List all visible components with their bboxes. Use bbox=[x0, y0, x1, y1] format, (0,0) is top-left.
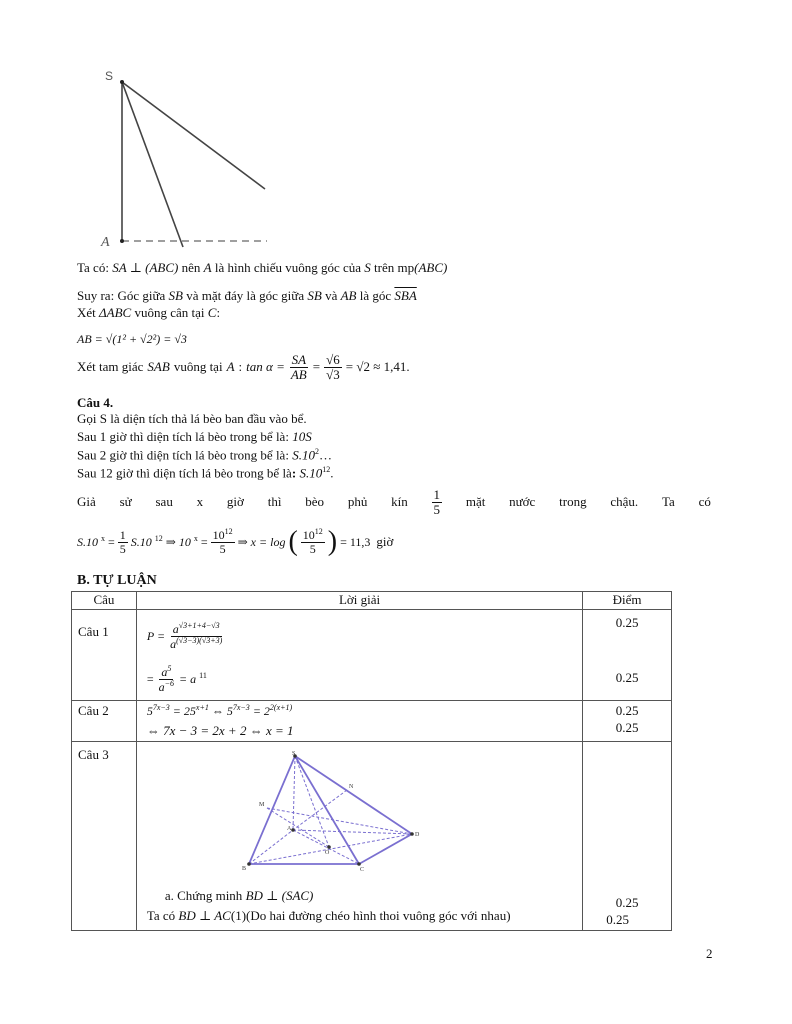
line2-m4: $\overline{SBA}$ bbox=[394, 288, 417, 303]
word: nước bbox=[509, 494, 536, 510]
table-row bbox=[72, 701, 672, 742]
tc-prefix: Ta có bbox=[146, 908, 176, 923]
frac-den: 5 bbox=[219, 542, 226, 556]
frac-num bbox=[211, 528, 235, 543]
points: 0.25 bbox=[615, 895, 639, 910]
cau4-line4-colon: : bbox=[291, 465, 300, 481]
points: 0.25 bbox=[615, 615, 639, 630]
line1-prefix: Ta có: bbox=[77, 260, 109, 275]
line3-a: Xét bbox=[77, 305, 96, 320]
eq-sup: x bbox=[193, 533, 198, 543]
frac-den bbox=[157, 680, 176, 694]
top-figure bbox=[95, 62, 275, 252]
t3: ⇔ 5 bbox=[211, 704, 233, 718]
line1-mid2: là hình chiếu vuông góc của bbox=[214, 260, 362, 275]
label-a: A bbox=[101, 235, 110, 250]
line2-c: và bbox=[325, 288, 338, 303]
row-points bbox=[583, 610, 672, 701]
den-base: a bbox=[170, 636, 177, 651]
label-s: S bbox=[105, 69, 114, 83]
line5-tan: tan α = bbox=[246, 359, 285, 375]
part-a bbox=[165, 888, 314, 904]
line2-d: là góc bbox=[359, 288, 392, 303]
text-line-1 bbox=[77, 260, 447, 276]
cau4-line3-text: Sau 2 giờ thì diện tích lá bèo trong bể là: bbox=[77, 447, 293, 463]
line2-m1: SB bbox=[168, 288, 183, 303]
row-solution bbox=[136, 701, 582, 742]
eq-sign: = bbox=[312, 359, 321, 375]
t2: = 25 bbox=[172, 704, 196, 718]
label-b: B bbox=[241, 866, 246, 872]
cau4-line3 bbox=[77, 447, 332, 463]
line2-a: Suy ra: Góc giữa bbox=[77, 288, 166, 303]
num-sup: 12 bbox=[224, 527, 233, 537]
den-sup: −6 bbox=[164, 678, 175, 688]
header-cau: Câu bbox=[72, 592, 137, 610]
line5-end: = √2 ≈ 1,41. bbox=[345, 359, 410, 375]
tc-math: BD ⊥ AC bbox=[178, 908, 231, 923]
cau4-line4-text: Sau 12 giờ thì diện tích lá bèo trong bể là bbox=[77, 465, 292, 481]
part-a-text: a. Chứng minh bbox=[164, 888, 243, 903]
num-sup: 12 bbox=[314, 527, 323, 537]
header-loigiai: Lời giải bbox=[136, 592, 582, 610]
line2-m3: AB bbox=[340, 288, 357, 303]
cau2-line1 bbox=[147, 703, 292, 719]
line1-math2: A bbox=[203, 260, 212, 275]
word: Giả bbox=[77, 494, 96, 510]
word: x bbox=[196, 494, 204, 510]
cau4-line4-dot: . bbox=[330, 465, 334, 481]
line1-math1: SA ⊥ (ABC) bbox=[112, 260, 179, 275]
page-number: 2 bbox=[706, 946, 713, 961]
den-base: a bbox=[158, 679, 165, 694]
frac-num bbox=[171, 622, 222, 637]
result: = a bbox=[179, 671, 197, 686]
line3-c: : bbox=[216, 305, 221, 320]
text-line-3 bbox=[77, 305, 220, 321]
paren-close: ) bbox=[327, 526, 338, 557]
cau4-line3-ellipsis: … bbox=[318, 447, 332, 463]
word: thì bbox=[267, 494, 282, 510]
label-d: D bbox=[414, 832, 420, 838]
word: phủ bbox=[347, 494, 368, 510]
cau4-line2-text: Sau 1 giờ thì diện tích lá bèo trong bể là: bbox=[77, 429, 293, 444]
cau1-line1 bbox=[147, 622, 224, 650]
line2-m2: SB bbox=[307, 288, 322, 303]
num-sup: 5 bbox=[167, 664, 172, 673]
tc-end: (1)(Do hai đường chéo hình thoi vuông góc với nhau) bbox=[230, 908, 511, 923]
eq: = bbox=[146, 671, 154, 686]
s3: 7x−3 bbox=[232, 703, 250, 712]
line1-end: trên mp bbox=[374, 260, 415, 275]
row-solution bbox=[136, 742, 582, 931]
line5-m2: A bbox=[226, 359, 235, 375]
line-sc bbox=[122, 82, 265, 189]
eq-sup: x bbox=[101, 533, 105, 543]
line3-b: vuông cân tại bbox=[134, 305, 205, 320]
word: trong bbox=[559, 494, 587, 510]
eq-result: = 11,3 bbox=[340, 534, 371, 549]
row-cau: Câu 3 bbox=[72, 742, 137, 931]
frac-num: 1 bbox=[433, 487, 441, 502]
cau4-line2-math: 10S bbox=[292, 429, 312, 444]
cau4-line5 bbox=[77, 488, 711, 516]
cau4-line6 bbox=[77, 528, 393, 556]
word: sau bbox=[155, 494, 173, 510]
frac-ab: AB bbox=[290, 366, 307, 382]
label-o: O bbox=[324, 850, 330, 856]
frac-sa: SA bbox=[291, 352, 307, 367]
word: Ta bbox=[661, 494, 675, 510]
eq-arrow1: ⇒ 10 bbox=[165, 534, 191, 549]
table-header bbox=[72, 592, 672, 610]
word: có bbox=[698, 494, 711, 510]
frac-one-fifth bbox=[432, 488, 443, 516]
word: giờ bbox=[226, 494, 244, 510]
frac-sqrt3: √3 bbox=[326, 366, 340, 382]
cau4-line3-sup: 2 bbox=[314, 447, 319, 456]
num-base: a bbox=[172, 622, 179, 636]
den-sup: (√3−3)(√3+3) bbox=[176, 635, 223, 645]
cau4-line2 bbox=[77, 429, 312, 445]
label-c: C bbox=[359, 867, 364, 873]
header-diem: Điểm bbox=[583, 592, 672, 610]
frac-den: 5 bbox=[309, 542, 316, 556]
line5-b: vuông tại bbox=[173, 359, 223, 375]
frac-eq2 bbox=[211, 528, 235, 555]
paren-open: ( bbox=[288, 526, 298, 557]
frac-num: 1 bbox=[119, 527, 126, 542]
s4: 2(x+1) bbox=[269, 703, 293, 712]
row-cau: Câu 2 bbox=[72, 701, 137, 742]
eq-s10: S.10 bbox=[77, 534, 98, 549]
s2: x+1 bbox=[195, 703, 209, 712]
line-sb bbox=[122, 82, 183, 247]
cau4-line4-sup: 12 bbox=[322, 465, 331, 474]
line1-math3: S bbox=[364, 260, 371, 275]
line5-m: SAB bbox=[147, 359, 170, 375]
solution-table bbox=[71, 591, 672, 931]
points: 0.25 bbox=[615, 670, 639, 685]
point-s bbox=[120, 80, 124, 84]
frac-den bbox=[168, 637, 224, 651]
text-line-2 bbox=[77, 288, 417, 304]
word: sử bbox=[119, 494, 132, 510]
cau4-line1: Gọi S là diện tích thả lá bèo ban đầu vào bể. bbox=[77, 411, 307, 426]
cau4-line4 bbox=[77, 465, 333, 481]
line5-c: : bbox=[238, 359, 243, 375]
num-base: a bbox=[161, 665, 168, 679]
ta-co-line bbox=[147, 908, 511, 924]
line1-mid: nên bbox=[181, 260, 201, 275]
cau2-line2: ⇔ 7x − 3 = 2x + 2 ⇔ x = 1 bbox=[146, 723, 294, 738]
line3-m: ΔABC bbox=[99, 305, 132, 320]
eq-arrow2: ⇒ x = log bbox=[237, 534, 286, 549]
num-base: 10 bbox=[302, 528, 315, 543]
row-points bbox=[583, 742, 672, 931]
t1: 5 bbox=[146, 704, 153, 718]
frac-den: 5 bbox=[119, 541, 126, 556]
points: 0.25 bbox=[615, 720, 639, 735]
frac-num bbox=[159, 665, 173, 680]
line3-m2: C bbox=[207, 305, 217, 320]
points: 0.25 bbox=[606, 912, 629, 927]
eq: = bbox=[108, 534, 115, 549]
part-a-math: BD ⊥ (SAC) bbox=[245, 888, 314, 903]
cau4-title: Câu 4. bbox=[77, 395, 114, 410]
row-cau: Câu 1 bbox=[72, 610, 137, 701]
t4: = 2 bbox=[252, 704, 270, 718]
num-sup: √3+1+4−√3 bbox=[178, 621, 220, 630]
p-eq: P = bbox=[146, 628, 166, 643]
word: chậu. bbox=[610, 494, 639, 510]
frac-sa-ab bbox=[289, 353, 309, 381]
frac-sqrt6: √6 bbox=[326, 352, 340, 367]
frac-eq1 bbox=[118, 529, 128, 555]
label-n: N bbox=[348, 784, 354, 790]
point-a bbox=[120, 239, 124, 243]
label-a: A bbox=[286, 826, 292, 832]
result-sup: 11 bbox=[199, 670, 207, 680]
cau4-line3-math: S.10 bbox=[292, 447, 315, 463]
cau1-line2 bbox=[147, 665, 207, 693]
eq: = bbox=[200, 534, 208, 549]
pyramid-figure bbox=[237, 750, 437, 875]
frac-den: 5 bbox=[433, 501, 441, 517]
eq-unit: giờ bbox=[376, 534, 394, 549]
eq-s10-12: S.10 bbox=[130, 534, 152, 549]
frac-num bbox=[301, 528, 325, 543]
cau1-frac2 bbox=[157, 665, 176, 693]
line2-b: và mặt đáy là góc giữa bbox=[186, 288, 305, 303]
frac-eq3 bbox=[301, 528, 325, 555]
word: mặt bbox=[465, 494, 486, 510]
frac-sqrt bbox=[324, 353, 342, 381]
section-b-title: B. TỰ LUẬN bbox=[77, 573, 157, 588]
cau4-line4-math: S.10 bbox=[299, 465, 323, 481]
word: bèo bbox=[305, 494, 325, 510]
cau1-frac bbox=[168, 622, 224, 650]
text-line-4: AB = √(1² + √2²) = √3 bbox=[77, 332, 187, 346]
label-m: M bbox=[258, 802, 265, 808]
table-row bbox=[72, 742, 672, 931]
line5-a: Xét tam giác bbox=[77, 359, 144, 375]
s1: 7x−3 bbox=[152, 703, 170, 712]
row-solution bbox=[136, 610, 582, 701]
eq-sup: 12 bbox=[154, 533, 163, 543]
line1-math4: (ABC) bbox=[414, 260, 448, 275]
points: 0.25 bbox=[615, 703, 639, 718]
table-row bbox=[72, 610, 672, 701]
num-base: 10 bbox=[212, 528, 225, 543]
word: kín bbox=[391, 494, 408, 510]
row-points bbox=[583, 701, 672, 742]
label-s: S bbox=[291, 751, 296, 757]
text-line-5 bbox=[77, 353, 410, 381]
